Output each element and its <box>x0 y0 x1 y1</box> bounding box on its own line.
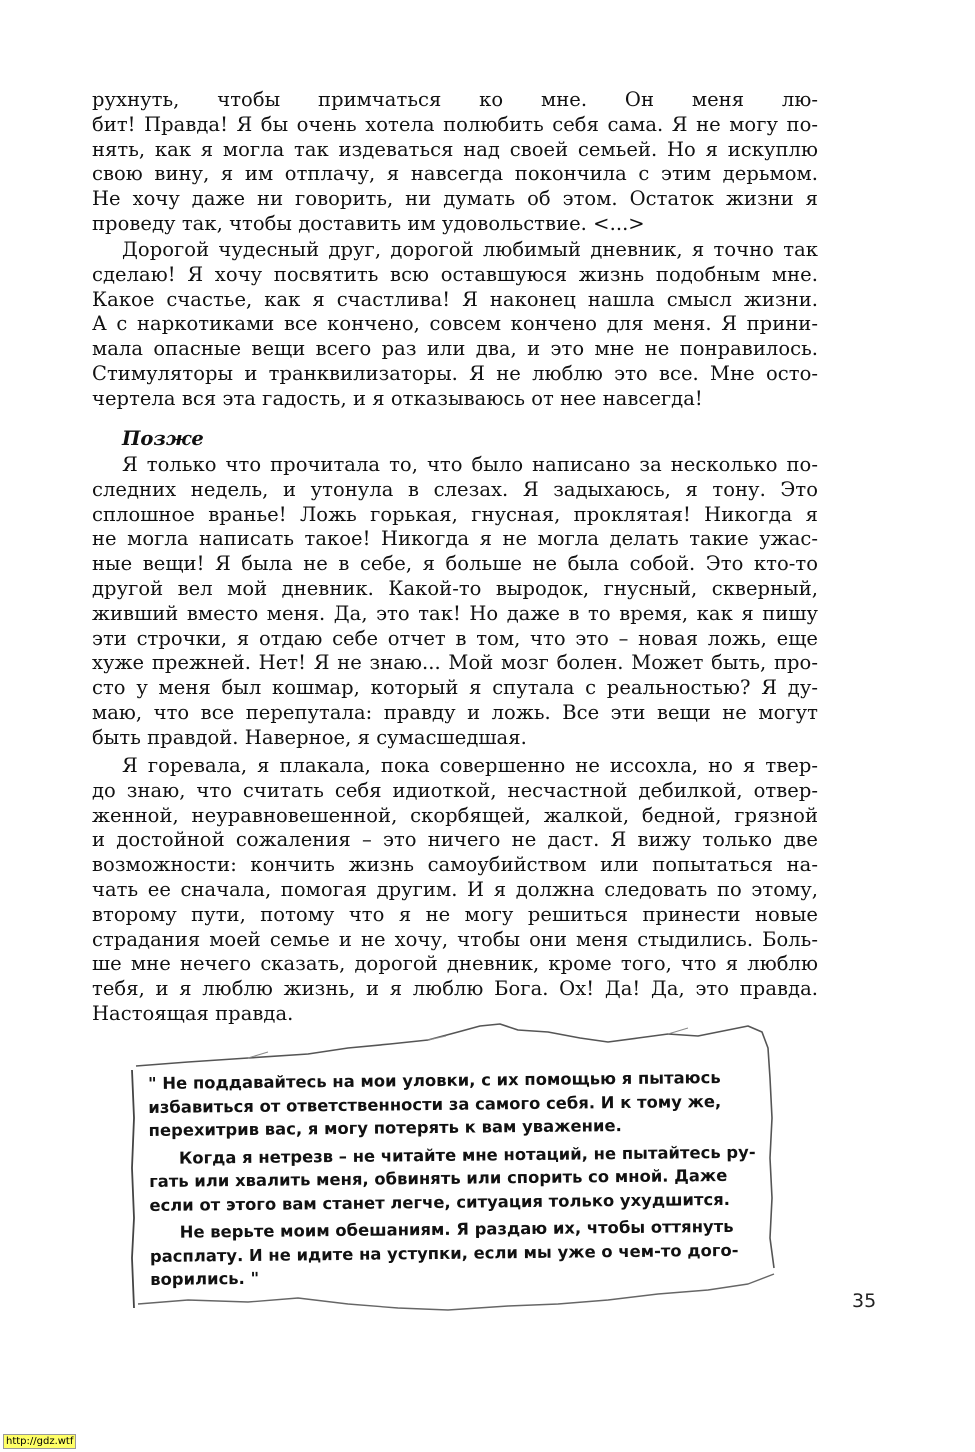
text-line: сплошное вранье! Ложь горькая, гнусная, проклятая! Никогда я <box>92 502 818 526</box>
text-line: нять, как я могла так издеваться над своей семьей. Но я искуплю <box>92 137 818 161</box>
text-line: второму пути, потому что я не могу решиться принести новые <box>92 902 818 926</box>
paragraph-3 <box>92 453 818 751</box>
text-line: живший вместо меня. Да, это так! Но даже в то время, как я пишу <box>92 601 818 625</box>
text-line: рухнуть, чтобы примчаться ко мне. Он меня лю- <box>92 88 818 111</box>
text-line: А с наркотиками все кончено, совсем кончено для меня. Я прини- <box>92 312 818 336</box>
paragraph-4 <box>92 754 818 1027</box>
text-line: чертела вся эта гадость, и я отказываюсь от нее навсегда! <box>92 386 703 410</box>
paragraph-1 <box>92 88 818 237</box>
note-line: Когда я нетрезв – не читайте мне нотаций, не пытайтесь ру- <box>178 1142 756 1168</box>
text-line: Какое счастье, как я счастлива! Я наконец нашла смысл жизни. <box>92 287 818 311</box>
text-line: сделаю! Я хочу посвятить всю оставшуюся жизнь подобным мне. <box>92 262 818 286</box>
note-line: Не верьте моим обешаниям. Я раздаю их, чтобы оттянуть <box>179 1216 734 1242</box>
text-line: женной, неуравновешенной, скорбящей, жалкой, бедной, грязной <box>92 803 818 827</box>
text-line: возможности: кончить жизнь самоубийством или попытаться на- <box>92 853 818 877</box>
text-line: Стимуляторы и транквилизаторы. Я не люблю это все. Мне осто- <box>92 361 818 385</box>
text-line: Я только что прочитала то, что было написано за несколько по- <box>122 453 818 476</box>
note-text <box>148 1066 770 1292</box>
text-line: проведу так, чтобы доставить им удовольствие. <...> <box>92 211 645 235</box>
text-line: тебя, и я люблю жизнь, и я люблю Бога. Ох! Да! Да, это правда. <box>92 977 818 1001</box>
text-line: страдания моей семье и не хочу, чтобы они меня стыдились. Боль- <box>92 927 818 951</box>
text-line: хуже прежней. Нет! Я не знаю... Мой мозг болен. Может быть, про- <box>92 651 818 675</box>
text-line: ные вещи! Я была не в себе, я больше не была собой. Это кто-то <box>92 552 818 576</box>
text-line: другой вел мой дневник. Какой-то выродок, гнусный, скверный, <box>92 576 818 600</box>
page-number: 35 <box>852 1290 877 1312</box>
paragraph-2 <box>92 238 818 412</box>
text-line: Не хочу даже ни говорить, ни думать об этом. Остаток жизни я <box>92 187 818 211</box>
watermark-link[interactable]: http://gdz.wtf <box>3 1434 76 1449</box>
torn-paper-note <box>128 1018 788 1318</box>
note-line: ворились. " <box>150 1268 260 1289</box>
text-line: свою вину, я им отплачу, я навсегда покончила с этим дерьмом. <box>92 162 818 186</box>
text-line: бит! Правда! Я бы очень хотела полюбить себя сама. Я не могу по- <box>92 112 818 136</box>
text-line: Я горевала, я плакала, пока совершенно не иссохла, но я твер- <box>122 754 818 777</box>
text-line: следних недель, и утонула в слезах. Я задыхаюсь, я тону. Это <box>92 477 818 501</box>
note-line: перехитрив вас, я могу потерять к вам уважение. <box>148 1116 622 1140</box>
text-line: Дорогой чудесный друг, дорогой любимый дневник, я точно так <box>122 238 818 261</box>
text-line: маю, что все перепутала: правду и ложь. Все эти вещи не могут <box>92 700 818 724</box>
text-line: Настоящая правда. <box>92 1001 294 1025</box>
text-line: не могла написать такое! Никогда я не могла делать такие ужас- <box>92 527 818 551</box>
text-line: сто у меня был кошмар, который я спутала с реальностью? Я ду- <box>92 676 818 700</box>
text-line: и достойной сожаления – это ничего не даст. Я вижу только две <box>92 828 818 852</box>
section-heading: Позже <box>122 427 204 450</box>
text-line: быть правдой. Наверное, я сумасшедшая. <box>92 725 527 749</box>
note-line: " Не поддавайтесь на мои уловки, с их помощью я пытаюсь <box>148 1068 721 1093</box>
note-line: гать или хвалить меня, обвинять или спорить со мной. Даже <box>149 1165 728 1191</box>
text-line: до знаю, что считать себя идиоткой, несчастной дебилкой, отвер- <box>92 778 818 802</box>
text-line: ше мне нечего сказать, дорогой дневник, кроме того, что я люблю <box>92 952 818 976</box>
text-line: чать ее сначала, помогая другим. И я должна следовать по этому, <box>92 877 818 901</box>
note-line: избавиться от ответственности за самого себя. И к тому же, <box>148 1091 722 1117</box>
text-line: мала опасные вещи всего раз или два, и это мне не понравилось. <box>92 337 818 361</box>
text-line: эти строчки, я отдаю себе отчет в том, что это – новая ложь, еще <box>92 626 818 650</box>
note-line: расплату. И не идите на уступки, если мы уже о чем-то дого- <box>149 1240 739 1266</box>
note-line: если от этого вам станет легче, ситуация только ухудшится. <box>149 1189 730 1215</box>
